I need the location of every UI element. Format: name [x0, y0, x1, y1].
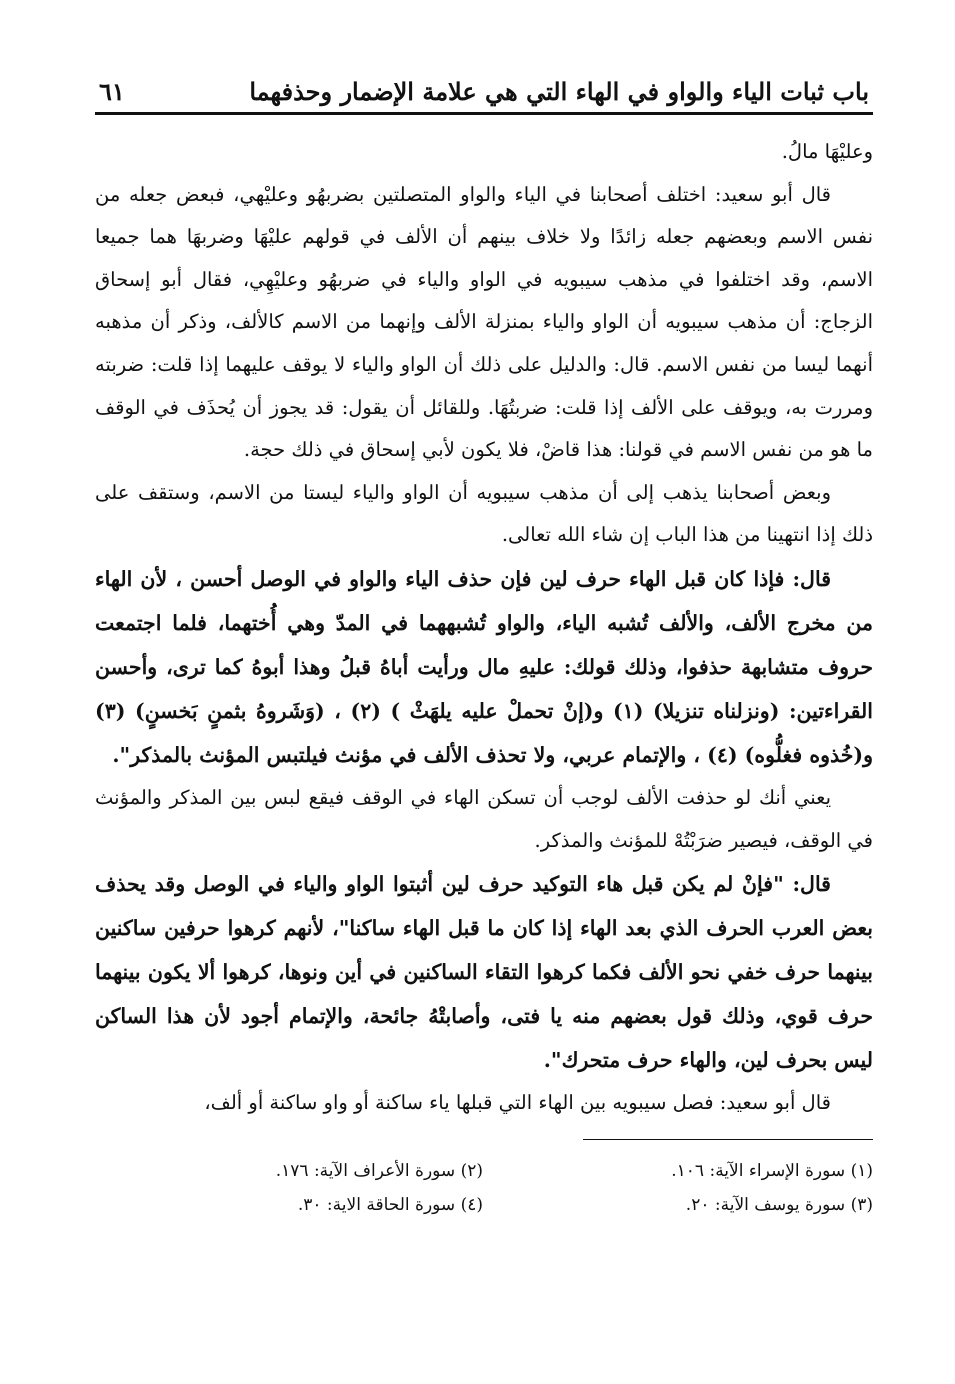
quoted-paragraph: قال: فإذا كان قبل الهاء حرف لين فإن حذف الياء والواو في الوصل أحسن ، لأن الهاء من مخرج الألف، والألف تُشبه الياء، والواو تُشبههما في المدّ وهي أُختهما، فلما اجتمعت حروف متشابهة حذفوا، وذلك قولك: عليهِ مال ورأيت أباهُ قبلُ وهذا أبوهُ كما ترى، وأحسن القراءتين: (ونزلناه تنزيلا) (١) و(إنْ تحملْ عليه يلهَثْ ) (٢) ، (وَشَروهُ بثمنٍ بَخسنٍ) (٣) و(خُذوه فغلُّوه) (٤) ، والإتمام عربي، ولا تحذف الألف في مؤنث فيلتبس المؤنث بالمذكر".: [95, 566, 873, 767]
footnotes: [95, 1154, 873, 1222]
paragraph: وعليْهَا مالُ.: [781, 140, 873, 163]
chapter-title: باب ثبات الياء والواو في الهاء التي هي علامة الإضمار وحذفهما: [249, 77, 869, 106]
footnote-divider: [583, 1139, 873, 1140]
body-text: [95, 131, 873, 1125]
paragraph: يعني أنك لو حذفت الألف لوجب أن تسكن الهاء في الوقف فيقع لبس بين المذكر والمؤنث في الوقف، فيصير ضرَبْتُهْ للمؤنث والمذكر.: [95, 785, 873, 852]
page-header: [95, 62, 873, 115]
quoted-paragraph: قال: "فإنْ لم يكن قبل هاء التوكيد حرف لين أثبتوا الواو والياء في الوصل وقد يحذف بعض العرب الحرف الذي بعد الهاء إذا كان ما قبل الهاء ساكنا"، لأنهم كرهوا حرفين ساكنين بينهما حرف خفي نحو الألف فكما كرهوا التقاء الساكنين في أين ونوها، كرهوا ألا يكون بينهما حرف قوي، وذلك قول بعضهم منه يا فتى، وأصابتْهُ جائحة، والإتمام أجود لأن هذا الساكن ليس بحرف لين، والهاء حرف متحرك".: [95, 872, 873, 1073]
paragraph: قال أبو سعيد: فصل سيبويه بين الهاء التي قبلها ياء ساكنة أو واو ساكنة أو ألف،: [204, 1091, 831, 1115]
footnote-row: [95, 1154, 873, 1188]
footnote-2: (٢) سورة الأعراف الآية: ١٧٦.: [275, 1160, 483, 1181]
footnote-3: (٣) سورة يوسف الآية: ٢٠.: [685, 1194, 873, 1215]
footnote-1: (١) سورة الإسراء الآية: ١٠٦.: [671, 1160, 873, 1181]
paragraph: وبعض أصحابنا يذهب إلى أن مذهب سيبويه أن الواو والياء ليستا من الاسم، وستقف على ذلك إذا انتهينا من هذا الباب إن شاء الله تعالى.: [95, 480, 873, 547]
footnote-row: [95, 1188, 873, 1222]
page-number: ٦١: [99, 77, 125, 106]
footnote-4: (٤) سورة الحاقة الاية: ٣٠.: [297, 1194, 483, 1215]
paragraph: قال أبو سعيد: اختلف أصحابنا في الياء والواو المتصلتين بضربهُو وعليْهي، فبعض جعله من نفس الاسم وبعضهم جعله زائدًا ولا خلاف بينهم أن الألف في قولهم عليْهَا وضربهَا هما جميعا الاسم، وقد اختلفوا في مذهب سيبويه في الواو والياء في ضربهُو وعليْهِي، فقال أبو إسحاق الزجاج: أن مذهب سيبويه أن الواو والياء بمنزلة الألف وإنهما من الاسم كالألف، وذكر أن مذهبه أنهما ليسا من نفس الاسم. قال: والدليل على ذلك أن الواو والياء لا يوقف عليهما إذا قلت: ضربته ومررت به، ويوقف على الألف إذا قلت: ضربتُهَا. وللقائل أن يقول: قد يجوز أن يُحذَف في الوقف ما هو من نفس الاسم في قولنا: هذا قاضْ، فلا يكون لأبي إسحاق في ذلك حجة.: [95, 182, 873, 462]
